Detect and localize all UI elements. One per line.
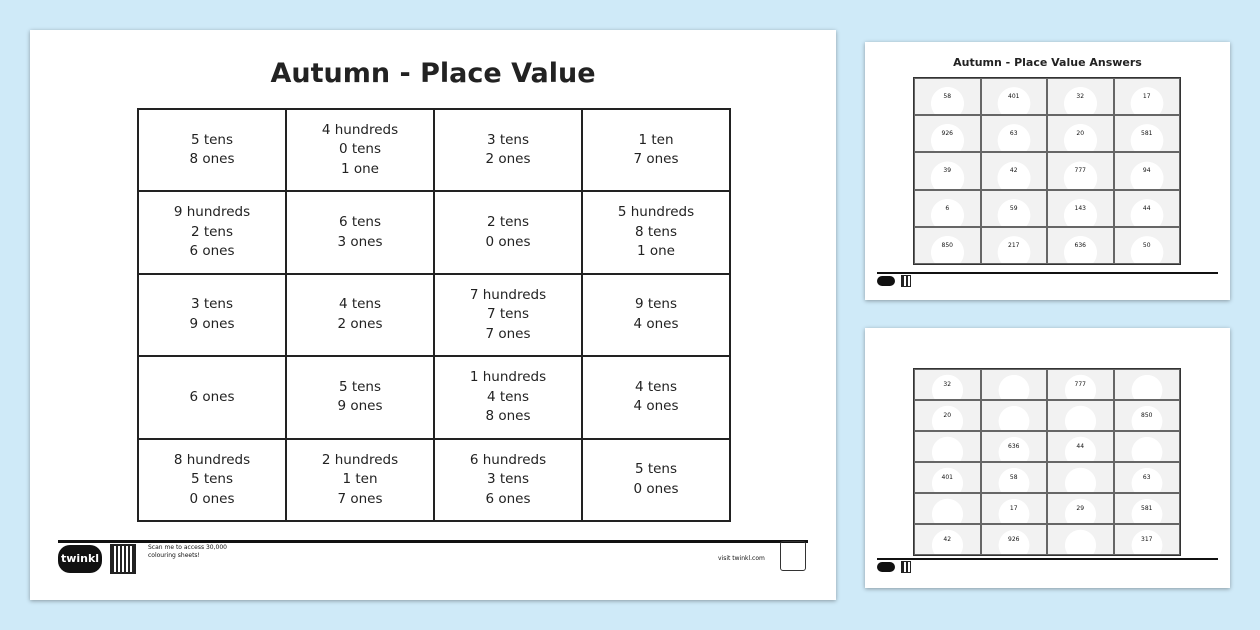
- cell-line: 3 tens: [486, 131, 530, 148]
- cell-line: 8 tens: [634, 223, 678, 240]
- twinkl-logo: twinkl: [58, 545, 102, 573]
- cell-line: 8 hundreds: [173, 451, 251, 468]
- place-value-cell: [434, 191, 582, 273]
- grid-cell: 63: [981, 115, 1048, 152]
- grid-cell: 32: [914, 369, 981, 400]
- grid-cell: 58: [914, 78, 981, 115]
- cell-line: 9 hundreds: [173, 204, 251, 221]
- place-value-cell: [582, 439, 730, 521]
- grid-cell: 29: [1047, 493, 1114, 524]
- cell-line: 4 tens: [634, 378, 678, 395]
- grid-cell: 63: [1114, 462, 1181, 493]
- grid-cell: 401: [914, 462, 981, 493]
- place-value-cell: [286, 356, 434, 438]
- grid-cell: 20: [914, 400, 981, 431]
- grid-cell: 6: [914, 190, 981, 227]
- grid-cell: 58: [981, 462, 1048, 493]
- visit-link: visit twinkl.com: [718, 555, 765, 562]
- grid-cell: 59: [981, 190, 1048, 227]
- grid-cell: 50: [1114, 227, 1181, 264]
- grid-cell: [914, 493, 981, 524]
- grid-cell: 39: [914, 152, 981, 189]
- cell-line: 0 ones: [189, 490, 235, 507]
- cell-line: 3 ones: [337, 233, 383, 250]
- cell-line: 9 ones: [337, 398, 383, 415]
- cell-line: 1 one: [340, 160, 379, 177]
- cell-line: 3 tens: [190, 296, 234, 313]
- grid-cell: 17: [1114, 78, 1181, 115]
- cell-line: 4 tens: [338, 296, 382, 313]
- grid-cell: 636: [1047, 227, 1114, 264]
- place-value-cell: [138, 109, 286, 191]
- grid-cell: 636: [981, 431, 1048, 462]
- place-value-table: [137, 108, 731, 522]
- grid-cell: [981, 369, 1048, 400]
- cell-line: 5 tens: [190, 471, 234, 488]
- grid-cell: 94: [1114, 152, 1181, 189]
- qr-code: [901, 561, 911, 573]
- table-row: [138, 274, 730, 356]
- grid-cell: [1114, 431, 1181, 462]
- cell-line: 5 tens: [634, 461, 678, 478]
- cell-line: 4 hundreds: [321, 121, 399, 138]
- cell-line: 4 tens: [486, 388, 530, 405]
- cell-line: 6 ones: [189, 388, 235, 405]
- cell-line: 4 ones: [633, 398, 679, 415]
- worksheet-title: Autumn - Place Value: [270, 58, 596, 89]
- cell-line: 0 ones: [633, 480, 679, 497]
- cell-line: 6 ones: [189, 243, 235, 260]
- place-value-cell: [582, 109, 730, 191]
- footer-divider: [58, 540, 808, 543]
- qr-code: [110, 544, 136, 574]
- cell-line: 4 ones: [633, 315, 679, 332]
- cell-line: 1 ten: [638, 131, 674, 148]
- place-value-cell: [434, 109, 582, 191]
- cell-line: 6 hundreds: [469, 451, 547, 468]
- cell-line: 8 ones: [189, 151, 235, 168]
- footer-divider: [877, 272, 1218, 274]
- place-value-cell: [582, 274, 730, 356]
- cell-line: 5 hundreds: [617, 204, 695, 221]
- table-row: [138, 356, 730, 438]
- grid-cell: 850: [1114, 400, 1181, 431]
- grid-cell: 926: [914, 115, 981, 152]
- place-value-cell: [434, 439, 582, 521]
- cell-line: 6 ones: [485, 490, 531, 507]
- cell-line: 0 ones: [485, 233, 531, 250]
- table-row: [138, 191, 730, 273]
- grid-cell: 42: [914, 524, 981, 555]
- cell-line: 5 tens: [338, 378, 382, 395]
- place-value-cell: [138, 191, 286, 273]
- cell-line: 0 tens: [338, 141, 382, 158]
- cell-line: 7 ones: [337, 490, 383, 507]
- grid-cell: [1047, 462, 1114, 493]
- place-value-cell: [286, 274, 434, 356]
- table-row: [138, 439, 730, 521]
- grid-cell: 42: [981, 152, 1048, 189]
- cell-line: 1 hundreds: [469, 369, 547, 386]
- cell-line: 6 tens: [338, 214, 382, 231]
- qr-code: [901, 275, 911, 287]
- puzzle-grid: [913, 368, 1181, 556]
- twinkl-logo: [877, 562, 895, 572]
- quality-badge-icon: [780, 541, 806, 571]
- answers-grid: [913, 77, 1181, 265]
- cell-line: 2 ones: [337, 315, 383, 332]
- grid-cell: [1047, 524, 1114, 555]
- place-value-cell: [286, 109, 434, 191]
- cell-line: 7 ones: [633, 151, 679, 168]
- place-value-cell: [286, 191, 434, 273]
- scan-text: Scan me to access 30,000 colouring sheets!: [148, 544, 227, 559]
- grid-cell: 44: [1114, 190, 1181, 227]
- place-value-cell: [582, 356, 730, 438]
- puzzle-preview-page[interactable]: [865, 328, 1230, 588]
- grid-cell: 20: [1047, 115, 1114, 152]
- cell-line: 2 ones: [485, 151, 531, 168]
- cell-line: 7 ones: [485, 325, 531, 342]
- cell-line: 8 ones: [485, 408, 531, 425]
- place-value-cell: [434, 356, 582, 438]
- grid-cell: 581: [1114, 493, 1181, 524]
- place-value-cell: [138, 274, 286, 356]
- cell-line: 1 one: [636, 243, 675, 260]
- cell-line: 1 ten: [342, 471, 378, 488]
- grid-cell: 317: [1114, 524, 1181, 555]
- grid-cell: 44: [1047, 431, 1114, 462]
- place-value-cell: [434, 274, 582, 356]
- footer-divider: [877, 558, 1218, 560]
- grid-cell: 581: [1114, 115, 1181, 152]
- grid-cell: 777: [1047, 369, 1114, 400]
- twinkl-logo: [877, 276, 895, 286]
- grid-cell: 850: [914, 227, 981, 264]
- answers-title: Autumn - Place Value Answers: [953, 56, 1142, 69]
- cell-line: 5 tens: [190, 131, 234, 148]
- cell-line: 9 tens: [634, 296, 678, 313]
- grid-cell: 401: [981, 78, 1048, 115]
- cell-line: 2 hundreds: [321, 451, 399, 468]
- grid-cell: 217: [981, 227, 1048, 264]
- cell-line: 7 tens: [486, 306, 530, 323]
- grid-cell: 17: [981, 493, 1048, 524]
- grid-cell: 777: [1047, 152, 1114, 189]
- place-value-cell: [138, 439, 286, 521]
- grid-cell: 143: [1047, 190, 1114, 227]
- cell-line: 9 ones: [189, 315, 235, 332]
- worksheet-page: [30, 30, 836, 600]
- cell-line: 3 tens: [486, 471, 530, 488]
- grid-cell: [1114, 369, 1181, 400]
- grid-cell: [1047, 400, 1114, 431]
- answers-preview-page[interactable]: [865, 42, 1230, 300]
- grid-cell: [981, 400, 1048, 431]
- table-row: [138, 109, 730, 191]
- cell-line: 2 tens: [486, 214, 530, 231]
- place-value-cell: [582, 191, 730, 273]
- cell-line: 2 tens: [190, 223, 234, 240]
- place-value-cell: [138, 356, 286, 438]
- grid-cell: [914, 431, 981, 462]
- grid-cell: 926: [981, 524, 1048, 555]
- place-value-cell: [286, 439, 434, 521]
- cell-line: 7 hundreds: [469, 286, 547, 303]
- grid-cell: 32: [1047, 78, 1114, 115]
